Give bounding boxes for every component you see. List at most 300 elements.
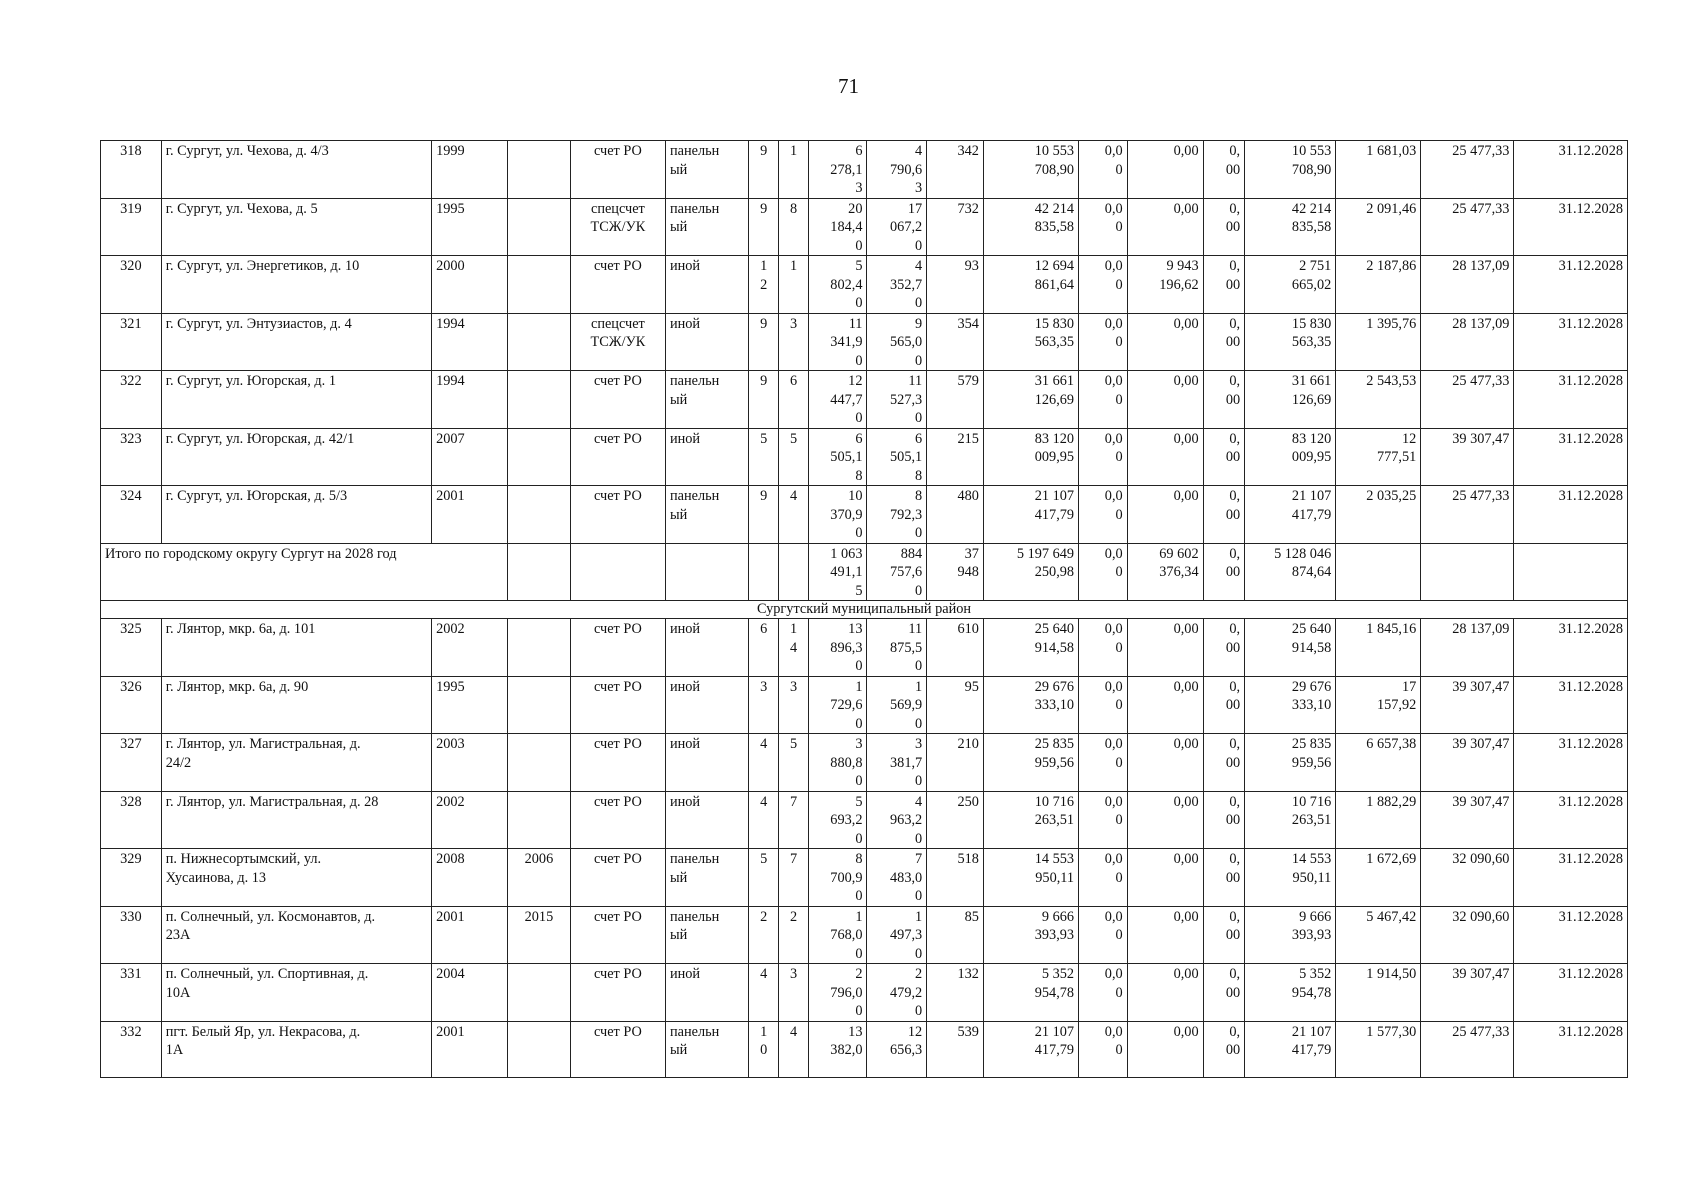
total-row [101,543,1628,601]
cell-completion-date: 31.12.2028 [1514,313,1628,371]
cell-year-renovated [508,428,571,486]
cell-account-type: спецсчет ТСЖ/УК [570,198,665,256]
table-row [101,734,1628,792]
cell-completion-date: 31.12.2028 [1514,964,1628,1022]
cell-cost-limit: 25 477,33 [1421,1021,1514,1077]
cell-address: г. Лянтор, мкр. 6а, д. 90 [161,676,431,734]
cell-area-living: 9 565,0 0 [867,313,927,371]
cell-residents: 480 [927,486,984,544]
cell-address: г. Сургут, ул. Югорская, д. 1 [161,371,431,429]
cell-year-built: 2007 [432,428,508,486]
cell-cost-per-m2: 1 845,16 [1336,619,1421,677]
cell-completion-date: 31.12.2028 [1514,141,1628,199]
district-header-row [101,601,1628,619]
cell-cost-owners: 14 553 950,11 [1245,849,1336,907]
cell-floors: 9 [749,371,779,429]
cell-year-built: 2002 [432,619,508,677]
cell-area-total: 5 693,2 0 [808,791,867,849]
cell-wall-material: панельн ый [665,906,748,964]
cell-account-type: счет РО [570,428,665,486]
cell-area-living: 8 792,3 0 [867,486,927,544]
table-body-city [101,141,1628,544]
table-row [101,428,1628,486]
cell-cost-regional: 0,00 [1127,486,1203,544]
cell-cost-local: 0, 00 [1203,964,1245,1022]
cell-row-number: 319 [101,198,162,256]
cell-cost-federal: 0,0 0 [1079,906,1128,964]
cell-cost-regional: 0,00 [1127,964,1203,1022]
cell-cost-limit: 39 307,47 [1421,734,1514,792]
cell-cost-limit: 25 477,33 [1421,371,1514,429]
cell-cost-federal: 0,0 0 [1079,313,1128,371]
cell-account-type: счет РО [570,1021,665,1077]
cell-cost-regional: 0,00 [1127,849,1203,907]
table-row [101,676,1628,734]
cell-floors: 1 0 [749,1021,779,1077]
cell-entrances: 1 [779,256,808,314]
cell-year-built: 1994 [432,371,508,429]
cell-area-total: 20 184,4 0 [808,198,867,256]
cell-area-total: 6 505,1 8 [808,428,867,486]
cell-completion-date: 31.12.2028 [1514,791,1628,849]
cell-completion-date: 31.12.2028 [1514,906,1628,964]
cell-year-built: 2001 [432,486,508,544]
cell-entrances: 3 [779,676,808,734]
cell-cost-total: 25 835 959,56 [983,734,1078,792]
cell-year-built: 2001 [432,906,508,964]
cell-area-living: 4 963,2 0 [867,791,927,849]
cell-floors: 4 [749,791,779,849]
district-title: Сургутский муниципальный район [101,601,1628,619]
cell-cost-per-m2: 1 882,29 [1336,791,1421,849]
cell-entrances: 4 [779,1021,808,1077]
cell-entrances: 6 [779,371,808,429]
cell-area-total: 8 700,9 0 [808,849,867,907]
cell-year-renovated [508,1021,571,1077]
cell-cost-per-m2: 6 657,38 [1336,734,1421,792]
cell-cost-limit: 28 137,09 [1421,256,1514,314]
cell-cost-total: 25 640 914,58 [983,619,1078,677]
cell-year-built: 1999 [432,141,508,199]
cell-cost-per-m2: 1 914,50 [1336,964,1421,1022]
cell-cost-limit: 39 307,47 [1421,676,1514,734]
cell-year-renovated [508,371,571,429]
table-row [101,256,1628,314]
cell-cost-owners: 25 835 959,56 [1245,734,1336,792]
cell-residents: 250 [927,791,984,849]
cell-account-type: счет РО [570,256,665,314]
cell-row-number: 323 [101,428,162,486]
cell-area-total: 1 729,6 0 [808,676,867,734]
cell-cost-per-m2: 2 091,46 [1336,198,1421,256]
cell-cost-owners: 10 553 708,90 [1245,141,1336,199]
cell-residents: 579 [927,371,984,429]
cell-floors: 5 [749,849,779,907]
cell-entrances: 5 [779,734,808,792]
cell-account-type: счет РО [570,734,665,792]
cell-row-number: 324 [101,486,162,544]
cell-cost-regional: 9 943 196,62 [1127,256,1203,314]
total-residents: 37 948 [927,543,984,601]
cell-completion-date: 31.12.2028 [1514,486,1628,544]
cell-cost-local: 0, 00 [1203,198,1245,256]
cell-area-total: 5 802,4 0 [808,256,867,314]
table-row [101,313,1628,371]
cell-wall-material: панельн ый [665,141,748,199]
housing-register-table [100,140,1628,1078]
cell-cost-per-m2: 12 777,51 [1336,428,1421,486]
cell-wall-material: панельн ый [665,849,748,907]
cell-entrances: 1 4 [779,619,808,677]
cell-area-total: 6 278,1 3 [808,141,867,199]
cell-row-number: 328 [101,791,162,849]
cell-cost-total: 9 666 393,93 [983,906,1078,964]
cell-area-living: 4 352,7 0 [867,256,927,314]
cell-cost-regional: 0,00 [1127,313,1203,371]
cell-wall-material: иной [665,619,748,677]
cell-area-total: 12 447,7 0 [808,371,867,429]
cell-cost-local: 0, 00 [1203,486,1245,544]
cell-cost-per-m2: 5 467,42 [1336,906,1421,964]
cell-account-type: спецсчет ТСЖ/УК [570,313,665,371]
cell-row-number: 326 [101,676,162,734]
cell-cost-regional: 0,00 [1127,791,1203,849]
cell-cost-limit: 32 090,60 [1421,906,1514,964]
cell-cost-total: 10 553 708,90 [983,141,1078,199]
cell-account-type: счет РО [570,141,665,199]
table-row [101,791,1628,849]
cell-wall-material: панельн ый [665,198,748,256]
cell-residents: 539 [927,1021,984,1077]
cell-row-number: 329 [101,849,162,907]
cell-account-type: счет РО [570,371,665,429]
cell-cost-regional: 0,00 [1127,428,1203,486]
cell-area-total: 13 382,0 [808,1021,867,1077]
cell-account-type: счет РО [570,486,665,544]
cell-area-living: 3 381,7 0 [867,734,927,792]
cell-cost-owners: 21 107 417,79 [1245,486,1336,544]
cell-cost-per-m2: 1 672,69 [1336,849,1421,907]
cell-cost-total: 83 120 009,95 [983,428,1078,486]
table-row [101,371,1628,429]
cell-area-total: 13 896,3 0 [808,619,867,677]
cell-completion-date: 31.12.2028 [1514,734,1628,792]
cell-cost-local: 0, 00 [1203,734,1245,792]
cell-cost-limit: 39 307,47 [1421,964,1514,1022]
cell-year-built: 2000 [432,256,508,314]
cell-cost-owners: 5 352 954,78 [1245,964,1336,1022]
cell-residents: 132 [927,964,984,1022]
cell-cost-federal: 0,0 0 [1079,791,1128,849]
cell-completion-date: 31.12.2028 [1514,849,1628,907]
cell-cost-owners: 21 107 417,79 [1245,1021,1336,1077]
cell-wall-material: иной [665,676,748,734]
cell-cost-limit: 39 307,47 [1421,428,1514,486]
cell-cost-local: 0, 00 [1203,619,1245,677]
cell-year-renovated [508,619,571,677]
cell-area-total: 3 880,8 0 [808,734,867,792]
cell-entrances: 3 [779,964,808,1022]
cell-cost-limit: 28 137,09 [1421,619,1514,677]
cell-wall-material: иной [665,791,748,849]
cell-entrances: 3 [779,313,808,371]
cell-cost-regional: 0,00 [1127,734,1203,792]
cell-floors: 9 [749,313,779,371]
cell-cost-federal: 0,0 0 [1079,486,1128,544]
cell-cost-local: 0, 00 [1203,849,1245,907]
cell-cost-owners: 15 830 563,35 [1245,313,1336,371]
cell-row-number: 330 [101,906,162,964]
cell-address: г. Сургут, ул. Энергетиков, д. 10 [161,256,431,314]
cell-residents: 342 [927,141,984,199]
cell-address: п. Нижнесортымский, ул. Хусаинова, д. 13 [161,849,431,907]
cell-year-renovated [508,791,571,849]
cell-cost-regional: 0,00 [1127,676,1203,734]
cell-entrances: 2 [779,906,808,964]
cell-cost-owners: 9 666 393,93 [1245,906,1336,964]
cell-wall-material: панельн ый [665,1021,748,1077]
cell-year-renovated [508,313,571,371]
table-row [101,141,1628,199]
cell-cost-limit: 32 090,60 [1421,849,1514,907]
cell-row-number: 318 [101,141,162,199]
cell-cost-total: 14 553 950,11 [983,849,1078,907]
total-c2: 69 602 376,34 [1127,543,1203,601]
cell-cost-federal: 0,0 0 [1079,619,1128,677]
cell-year-renovated [508,141,571,199]
cell-address: г. Сургут, ул. Югорская, д. 5/3 [161,486,431,544]
cell-year-renovated [508,676,571,734]
cell-row-number: 320 [101,256,162,314]
cell-wall-material: иной [665,428,748,486]
cell-cost-federal: 0,0 0 [1079,676,1128,734]
cell-cost-federal: 0,0 0 [1079,141,1128,199]
cell-year-renovated [508,256,571,314]
cell-residents: 95 [927,676,984,734]
cell-cost-per-m2: 2 187,86 [1336,256,1421,314]
cell-cost-total: 21 107 417,79 [983,486,1078,544]
cell-cost-owners: 42 214 835,58 [1245,198,1336,256]
table-total [101,543,1628,619]
cell-year-built: 1994 [432,313,508,371]
cell-account-type: счет РО [570,849,665,907]
cell-account-type: счет РО [570,676,665,734]
table-row [101,486,1628,544]
cell-residents: 93 [927,256,984,314]
cell-area-living: 17 067,2 0 [867,198,927,256]
cell-cost-local: 0, 00 [1203,906,1245,964]
cell-area-total: 11 341,9 0 [808,313,867,371]
cell-cost-regional: 0,00 [1127,906,1203,964]
cell-cost-limit: 25 477,33 [1421,486,1514,544]
cell-cost-total: 15 830 563,35 [983,313,1078,371]
table-body-district [101,619,1628,1078]
cell-cost-local: 0, 00 [1203,428,1245,486]
table-row [101,964,1628,1022]
table-row [101,906,1628,964]
cell-address: г. Сургут, ул. Чехова, д. 4/3 [161,141,431,199]
cell-address: г. Лянтор, ул. Магистральная, д. 28 [161,791,431,849]
cell-area-total: 1 768,0 0 [808,906,867,964]
cell-completion-date: 31.12.2028 [1514,371,1628,429]
cell-account-type: счет РО [570,619,665,677]
cell-residents: 215 [927,428,984,486]
total-cost: 5 197 649 250,98 [983,543,1078,601]
cell-cost-owners: 83 120 009,95 [1245,428,1336,486]
cell-floors: 4 [749,964,779,1022]
cell-cost-per-m2: 1 577,30 [1336,1021,1421,1077]
cell-floors: 1 2 [749,256,779,314]
cell-wall-material: иной [665,734,748,792]
cell-completion-date: 31.12.2028 [1514,256,1628,314]
cell-floors: 4 [749,734,779,792]
cell-area-living: 11 527,3 0 [867,371,927,429]
cell-cost-owners: 31 661 126,69 [1245,371,1336,429]
cell-address: г. Лянтор, ул. Магистральная, д. 24/2 [161,734,431,792]
cell-entrances: 7 [779,791,808,849]
cell-address: г. Сургут, ул. Чехова, д. 5 [161,198,431,256]
cell-account-type: счет РО [570,791,665,849]
cell-wall-material: панельн ый [665,486,748,544]
cell-year-built: 2002 [432,791,508,849]
cell-residents: 210 [927,734,984,792]
cell-cost-total: 5 352 954,78 [983,964,1078,1022]
cell-entrances: 1 [779,141,808,199]
cell-year-renovated [508,486,571,544]
cell-entrances: 8 [779,198,808,256]
cell-residents: 354 [927,313,984,371]
cell-floors: 9 [749,141,779,199]
cell-cost-owners: 2 751 665,02 [1245,256,1336,314]
cell-cost-federal: 0,0 0 [1079,371,1128,429]
cell-cost-total: 31 661 126,69 [983,371,1078,429]
cell-account-type: счет РО [570,906,665,964]
cell-cost-federal: 0,0 0 [1079,1021,1128,1077]
cell-cost-local: 0, 00 [1203,141,1245,199]
cell-floors: 3 [749,676,779,734]
cell-cost-per-m2: 1 681,03 [1336,141,1421,199]
cell-floors: 2 [749,906,779,964]
cell-residents: 85 [927,906,984,964]
cell-area-living: 6 505,1 8 [867,428,927,486]
cell-cost-regional: 0,00 [1127,141,1203,199]
cell-completion-date: 31.12.2028 [1514,619,1628,677]
cell-year-renovated [508,964,571,1022]
cell-row-number: 321 [101,313,162,371]
cell-year-built: 1995 [432,198,508,256]
cell-cost-local: 0, 00 [1203,1021,1245,1077]
cell-cost-regional: 0,00 [1127,371,1203,429]
cell-year-renovated [508,734,571,792]
total-c1: 0,0 0 [1079,543,1128,601]
cell-area-living: 2 479,2 0 [867,964,927,1022]
total-c4: 5 128 046 874,64 [1245,543,1336,601]
table-row [101,198,1628,256]
cell-year-built: 2003 [432,734,508,792]
cell-cost-owners: 29 676 333,10 [1245,676,1336,734]
cell-floors: 9 [749,198,779,256]
cell-cost-per-m2: 2 035,25 [1336,486,1421,544]
cell-cost-federal: 0,0 0 [1079,198,1128,256]
cell-entrances: 7 [779,849,808,907]
cell-row-number: 327 [101,734,162,792]
cell-area-living: 4 790,6 3 [867,141,927,199]
cell-cost-local: 0, 00 [1203,676,1245,734]
cell-year-renovated: 2006 [508,849,571,907]
cell-residents: 610 [927,619,984,677]
cell-year-built: 1995 [432,676,508,734]
cell-entrances: 4 [779,486,808,544]
cell-cost-federal: 0,0 0 [1079,428,1128,486]
cell-cost-limit: 28 137,09 [1421,313,1514,371]
cell-floors: 9 [749,486,779,544]
cell-account-type: счет РО [570,964,665,1022]
cell-address: г. Сургут, ул. Энтузиастов, д. 4 [161,313,431,371]
cell-row-number: 332 [101,1021,162,1077]
cell-cost-limit: 25 477,33 [1421,198,1514,256]
cell-cost-federal: 0,0 0 [1079,964,1128,1022]
cell-cost-total: 12 694 861,64 [983,256,1078,314]
cell-cost-federal: 0,0 0 [1079,849,1128,907]
cell-year-renovated: 2015 [508,906,571,964]
cell-completion-date: 31.12.2028 [1514,198,1628,256]
cell-residents: 518 [927,849,984,907]
cell-cost-federal: 0,0 0 [1079,256,1128,314]
cell-wall-material: иной [665,313,748,371]
cell-address: п. Солнечный, ул. Спортивная, д. 10А [161,964,431,1022]
cell-floors: 5 [749,428,779,486]
table-row [101,619,1628,677]
cell-cost-federal: 0,0 0 [1079,734,1128,792]
cell-area-living: 1 497,3 0 [867,906,927,964]
cell-row-number: 322 [101,371,162,429]
cell-wall-material: иной [665,964,748,1022]
cell-wall-material: панельн ый [665,371,748,429]
cell-completion-date: 31.12.2028 [1514,676,1628,734]
cell-area-total: 10 370,9 0 [808,486,867,544]
table-row [101,1021,1628,1077]
cell-year-renovated [508,198,571,256]
cell-area-living: 11 875,5 0 [867,619,927,677]
cell-cost-local: 0, 00 [1203,791,1245,849]
cell-cost-total: 21 107 417,79 [983,1021,1078,1077]
cell-cost-total: 10 716 263,51 [983,791,1078,849]
total-c3: 0, 00 [1203,543,1245,601]
cell-area-living: 7 483,0 0 [867,849,927,907]
cell-address: г. Сургут, ул. Югорская, д. 42/1 [161,428,431,486]
cell-address: пгт. Белый Яр, ул. Некрасова, д. 1А [161,1021,431,1077]
cell-row-number: 331 [101,964,162,1022]
cell-entrances: 5 [779,428,808,486]
cell-area-total: 2 796,0 0 [808,964,867,1022]
cell-cost-limit: 25 477,33 [1421,141,1514,199]
cell-cost-per-m2: 1 395,76 [1336,313,1421,371]
cell-residents: 732 [927,198,984,256]
page-number: 71 [838,74,859,98]
cell-year-built: 2008 [432,849,508,907]
cell-completion-date: 31.12.2028 [1514,1021,1628,1077]
cell-area-living: 12 656,3 [867,1021,927,1077]
cell-cost-total: 42 214 835,58 [983,198,1078,256]
cell-cost-local: 0, 00 [1203,256,1245,314]
cell-cost-regional: 0,00 [1127,619,1203,677]
cell-cost-local: 0, 00 [1203,371,1245,429]
cell-area-living: 1 569,9 0 [867,676,927,734]
cell-cost-regional: 0,00 [1127,198,1203,256]
table-row [101,849,1628,907]
cell-cost-owners: 25 640 914,58 [1245,619,1336,677]
cell-cost-limit: 39 307,47 [1421,791,1514,849]
